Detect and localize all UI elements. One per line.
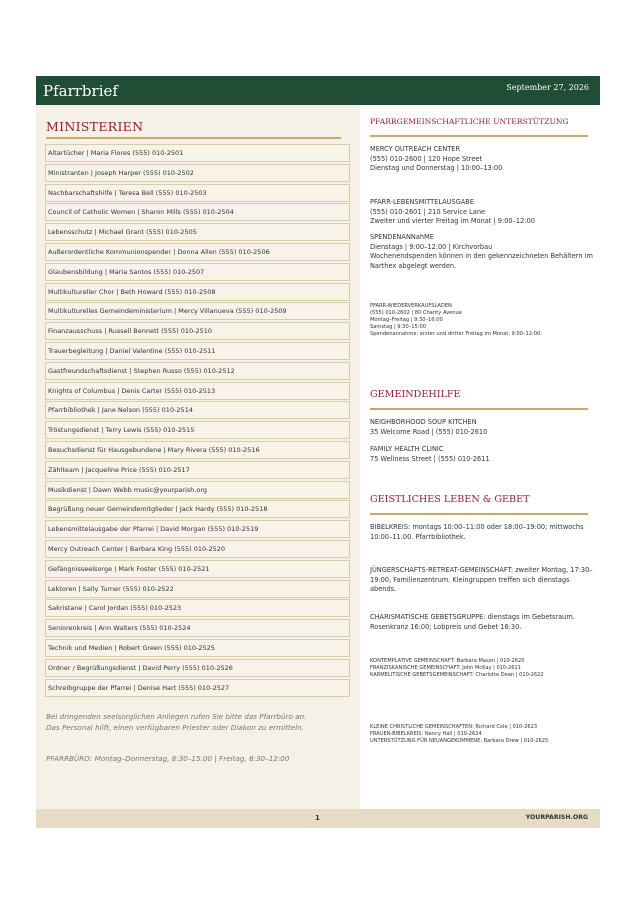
ministry-row: Gastfreundschaftsdienst | Stephen Russo (555) 010-2512 — [45, 362, 350, 380]
ministry-row: Lebensmittelausgabe der Pfarrei | David Morgan (555) 010-2519 — [45, 520, 350, 538]
health-clinic-name: FAMILY HEALTH CLINIC — [370, 445, 444, 453]
ministry-row: Lebensschutz | Michael Grant (555) 010-2505 — [45, 223, 350, 241]
charismatic-entry: CHARISMATISCHE GEBETSGRUPPE: dienstags im Gebetsraum. Rosenkranz 16:00; Lobpreis und Gebet 16:30. — [370, 613, 575, 631]
support-divider — [370, 135, 588, 137]
food-pantry-hours: Zweiter und vierter Freitag im Monat | 9:00–12:00 — [370, 217, 535, 225]
ministry-row: Tröstungsdienst | Terry Lewis (555) 010-2515 — [45, 421, 350, 439]
ministry-row: Begrüßung neuer Gemeindemitglieder | Jack Hardy (555) 010-2518 — [45, 500, 350, 518]
ministry-row: Besuchsdienst für Hausgebundene | Mary Rivera (555) 010-2516 — [45, 441, 350, 459]
resale-shop-entry — [370, 303, 594, 338]
donations-note: Wochenendspenden können in den gekennzeichneten Behältern im Narthex abgelegt werden. — [370, 252, 593, 270]
bible-study-entry: BIBELKREIS: montags 10:00–11:00 oder 18:00–19:00; mittwochs 10:00–11:00. Pfarrbibliothek. — [370, 523, 584, 541]
bulletin-date: September 27, 2026 — [506, 83, 589, 92]
ministry-row: Multikulturelles Gemeindeministerium | Mercy Villanueva (555) 010-2509 — [45, 302, 350, 320]
ministries-column — [36, 105, 360, 809]
ministry-row: Sakristane | Carol Jordan (555) 010-2523 — [45, 599, 350, 617]
small-groups-list — [370, 724, 594, 745]
ministry-row: Seniorenkreis | Ann Walters (555) 010-2524 — [45, 619, 350, 637]
ministry-row: Schreibgruppe der Pfarrei | Denise Hart (555) 010-2527 — [45, 679, 350, 697]
community-item: FRAUEN-BIBELKREIS: Nancy Hall | 010-2624 — [370, 731, 482, 738]
ministry-row: Lektoren | Sally Turner (555) 010-2522 — [45, 580, 350, 598]
website-link[interactable]: YOURPARISH.ORG — [525, 814, 588, 821]
ministry-row: Council of Catholic Women | Sharon Mills (555) 010-2504 — [45, 203, 350, 221]
aid-heading: GEMEINDEHILFE — [370, 389, 461, 400]
support-heading: PFARRGEMEINSCHAFTLICHE UNTERSTÜTZUNG — [370, 117, 569, 126]
ministry-row: Mercy Outreach Center | Barbara King (555) 010-2520 — [45, 540, 350, 558]
ministry-row: Musikdienst | Dawn Webb music@yourparish.org — [45, 481, 350, 499]
food-pantry-name: PFARR-LEBENSMITTELAUSGABE — [370, 198, 474, 206]
ministry-row: Finanzausschuss | Russell Bennett (555) 010-2510 — [45, 322, 350, 340]
ministries-list — [45, 144, 350, 698]
community-item: UNTERSTÜTZUNG FÜR NEUANGEKOMMENE: Barbara Drew | 010-2625 — [370, 738, 549, 745]
ministry-row: Ministranten | Joseph Harper (555) 010-2502 — [45, 164, 350, 182]
resale-shop-name: PFARR-WIEDERVERKAUFSLADEN — [370, 303, 452, 309]
spiritual-heading: GEISTLICHES LEBEN & GEBET — [370, 494, 530, 505]
bulletin-page — [36, 76, 600, 828]
resale-shop-donations: Spendenannahme: erster und dritter Freitag im Monat, 9:00–12:00. — [370, 331, 542, 338]
ministry-row: Altartücher | Maria Flores (555) 010-2501 — [45, 144, 350, 162]
soup-kitchen-name: NEIGHBORHOOD SOUP KITCHEN — [370, 418, 477, 426]
footer-bar — [36, 809, 600, 828]
community-item: KLEINE CHRISTLICHE GEMEINSCHAFTEN: Richard Cole | 010-2623 — [370, 724, 538, 730]
community-item: FRANZISKANISCHE GEMEINSCHAFT: John McKay | 010-2621 — [370, 665, 521, 672]
food-pantry-entry — [370, 198, 594, 227]
page-number: 1 — [315, 814, 320, 822]
prayer-communities-list — [370, 658, 594, 679]
ministries-divider — [46, 137, 341, 139]
ministry-row: Gefängnisseelsorge | Mark Foster (555) 010-2521 — [45, 560, 350, 578]
health-clinic-entry — [370, 445, 594, 464]
aid-divider — [370, 408, 588, 410]
ministry-row: Ordner / Begrüßungsdienst | David Perry (555) 010-2526 — [45, 659, 350, 677]
food-pantry-contact: (555) 010-2601 | 210 Service Lane — [370, 207, 486, 216]
spiritual-divider — [370, 513, 588, 515]
resale-shop-contact: (555) 010-2602 | 80 Charity Avenue — [370, 310, 462, 317]
resale-shop-saturday-hours: Samstag | 9:30–15:00 — [370, 324, 426, 331]
ministry-row: Multikultureller Chor | Beth Howard (555) 010-2508 — [45, 283, 350, 301]
ministry-row: Pfarrbibliothek | Jane Nelson (555) 010-2514 — [45, 401, 350, 419]
mercy-center-contact: (555) 010-2600 | 120 Hope Street — [370, 154, 483, 163]
community-item: KONTEMPLATIVE GEMEINSCHAFT: Barbara Mason | 010-2620 — [370, 658, 525, 664]
mercy-center-hours: Dienstag und Donnerstag | 10:00–13:00 — [370, 164, 503, 172]
ministries-heading: MINISTERIEN — [46, 119, 144, 134]
office-hours: PFARRBÜRO: Montag–Donnerstag, 8:30–15:00 | Freitag, 8:30–12:00 — [46, 754, 290, 763]
ministry-row: Außerordentliche Kommunionspender | Donna Allen (555) 010-2506 — [45, 243, 350, 261]
pastoral-note: Bei dringenden seelsorglichen Anliegen rufen Sie bitte das Pfarrbüro an. Das Personal hilft, einen verfügbaren Priester oder Diakon zu ermitteln. — [46, 712, 307, 732]
ministry-row: Technik und Medien | Robert Green (555) 010-2525 — [45, 639, 350, 657]
resale-shop-weekday-hours: Montag–Freitag | 9:30–16:00 — [370, 317, 443, 324]
ministry-row: Glaubensbildung | Maria Santos (555) 010-2507 — [45, 263, 350, 281]
donations-name: SPENDENANNahME — [370, 233, 434, 241]
soup-kitchen-contact: 35 Welcome Road | (555) 010-2610 — [370, 427, 488, 436]
donations-hours: Dienstags | 9:00–12:00 | Kirchvorbau — [370, 242, 493, 251]
bulletin-title: Pfarrbrief — [43, 82, 118, 100]
donations-entry — [370, 233, 594, 271]
header-bar — [36, 76, 600, 105]
community-item: KARMELITISCHE GEBETSGEMEINSCHAFT: Charlotte Dean | 010-2622 — [370, 672, 544, 679]
ministry-row: Nachbarschaftshilfe | Teresa Bell (555) 010-2503 — [45, 184, 350, 202]
info-column — [360, 105, 600, 809]
ministry-row: Knights of Columbus | Denis Carter (555) 010-2513 — [45, 382, 350, 400]
ministry-row: Trauerbegleitung | Daniel Valentine (555) 010-2511 — [45, 342, 350, 360]
retreat-entry: JÜNGERSCHAFTS-RETREAT-GEMEINSCHAFT: zweiter Montag, 17:30–19:00, Familienzentrum. Kleingruppen treffen sich dienstags abends. — [370, 566, 593, 593]
mercy-center-name: MERCY OUTREACH CENTER — [370, 145, 461, 153]
mercy-center-entry — [370, 145, 594, 174]
health-clinic-contact: 75 Wellness Street | (555) 010-2611 — [370, 454, 490, 463]
ministry-row: Zählteam | Jacqueline Price (555) 010-2517 — [45, 461, 350, 479]
soup-kitchen-entry — [370, 418, 594, 437]
